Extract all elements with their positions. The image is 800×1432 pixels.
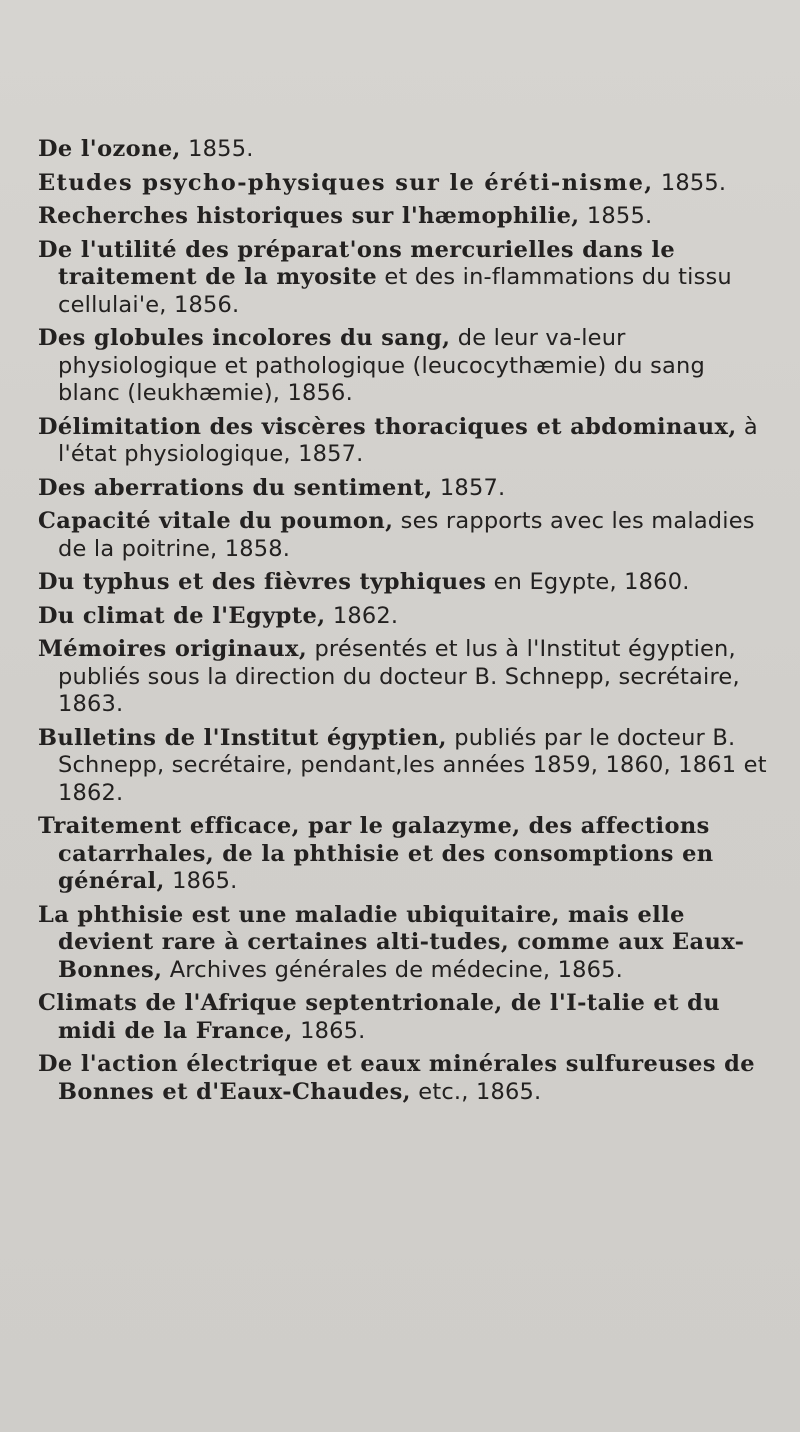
list-item (38, 603, 773, 631)
entry-title: Traitement efficace, par le galazyme, des affections catarrhales, de la phthisie et des consomptions en général, (38, 813, 714, 894)
list-item (38, 170, 773, 198)
list-item (38, 813, 773, 896)
list-item (38, 1051, 773, 1106)
entry-title: Mémoires originaux, (38, 636, 308, 662)
entry-title: Des aberrations du sentiment, (38, 474, 433, 501)
entry-detail: 1855. (579, 203, 653, 229)
entry-title: Délimitation des viscères thoraciques et abdominaux, (38, 413, 737, 440)
entry-title: Etudes psycho-physiques sur le éréti-nisme, (38, 169, 654, 196)
entry-title: La phthisie est une maladie ubiquitaire, mais elle devient rare à certaines alti-tudes, comme aux Eaux-Bonnes, (38, 901, 745, 983)
entry-title: Des globules incolores du sang, (38, 325, 451, 351)
entry-detail: Archives générales de médecine, 1865. (162, 956, 624, 983)
entry-title: Recherches historiques sur l'hæmophilie, (38, 203, 580, 229)
entry-detail: présentés et lus à l'Institut égyptien, publiés sous la direction du docteur B. Schnepp, secrétaire, 1863. (58, 636, 740, 717)
entry-title: Bulletins de l'Institut égyptien, (38, 724, 447, 751)
entry-title: Capacité vitale du poumon, (38, 508, 394, 534)
entry-title: De l'utilité des préparat'ons mercurielles dans le traitement de la myosite (38, 236, 676, 290)
entry-detail: publiés par le docteur B. Schnepp, secrétaire, pendant,les années 1859, 1860, 1861 et 1862. (58, 724, 767, 806)
entry-detail: 1855. (180, 136, 254, 162)
entry-detail: 1862. (325, 602, 399, 629)
entry-detail: 1865. (292, 1017, 366, 1044)
entry-detail: de leur va-leur physiologique et pathologique (leucocythæmie) du sang blanc (leukhæmie), 1856. (58, 325, 705, 406)
entry-title: De l'ozone, (38, 136, 181, 162)
entry-title: Du climat de l'Egypte, (38, 602, 326, 629)
list-item (38, 414, 773, 469)
entry-detail: 1855. (653, 169, 727, 196)
entry-detail: etc., 1865. (410, 1078, 542, 1105)
list-item (38, 475, 773, 503)
list-item (38, 902, 773, 985)
entry-title: Du typhus et des fièvres typhiques (38, 569, 487, 595)
entry-detail: à l'état physiologique, 1857. (58, 413, 758, 467)
list-item (38, 569, 773, 597)
entry-detail: en Egypte, 1860. (486, 569, 690, 595)
entry-detail: 1865. (164, 868, 238, 894)
list-item (38, 990, 773, 1045)
entry-title: Climats de l'Afrique septentrionale, de l'I-talie et du midi de la France, (38, 990, 721, 1044)
list-item (38, 725, 773, 808)
list-item (38, 636, 773, 719)
list-item (38, 325, 773, 408)
list-item (38, 237, 773, 320)
publication-list (38, 136, 773, 1112)
entry-title: De l'action électrique et eaux minérales sulfureuses de Bonnes et d'Eaux-Chaudes, (38, 1051, 755, 1105)
entry-detail: ses rapports avec les maladies de la poitrine, 1858. (58, 508, 755, 562)
list-item (38, 508, 773, 563)
list-item (38, 136, 773, 164)
entry-detail: 1857. (432, 474, 506, 501)
entry-detail: et des in-flammations du tissu cellulai'e, 1856. (58, 264, 732, 318)
list-item (38, 203, 773, 231)
